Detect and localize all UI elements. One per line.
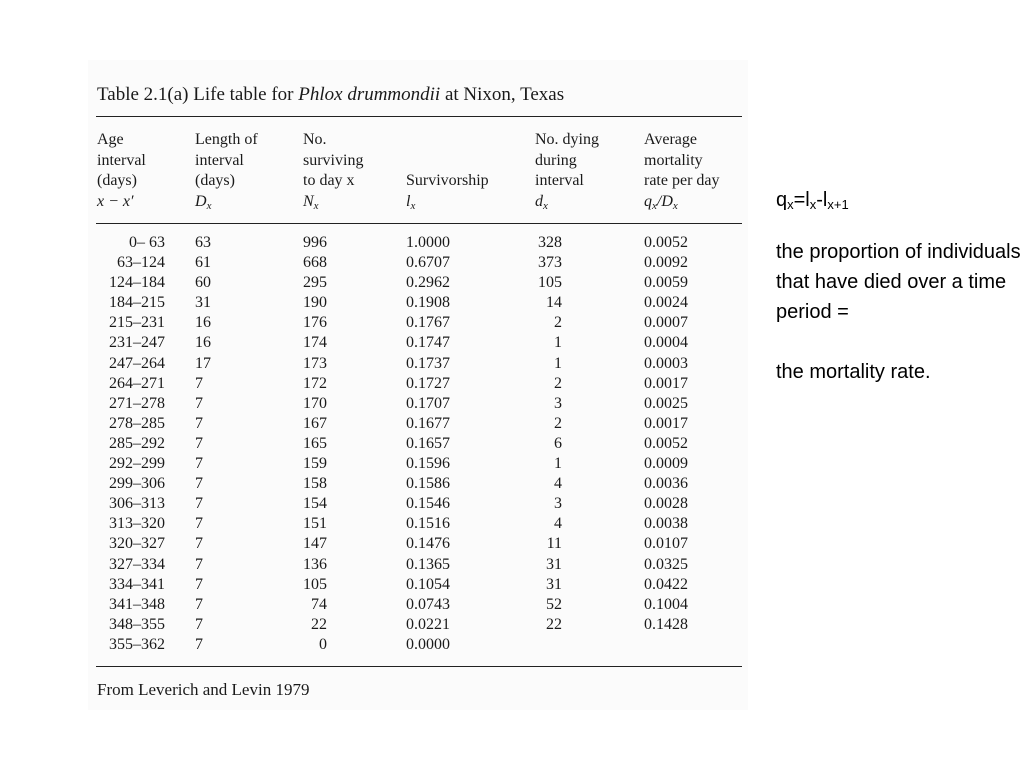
header-length-symbol bbox=[195, 192, 258, 217]
cell-surviving: 668 bbox=[303, 254, 327, 272]
header-survivorship-line1: Survivorship bbox=[406, 172, 489, 189]
cell-age: 215–231 bbox=[109, 314, 165, 332]
cell-survivorship: 0.1767 bbox=[406, 314, 450, 332]
table-row bbox=[0, 535, 760, 555]
header-dying-line3: interval bbox=[535, 172, 584, 189]
cell-age: 292–299 bbox=[109, 455, 165, 473]
table-row bbox=[0, 234, 760, 254]
cell-rate: 0.0009 bbox=[644, 455, 688, 473]
cell-dying: 1 bbox=[554, 354, 562, 372]
cell-survivorship: 0.6707 bbox=[406, 254, 450, 272]
cell-surviving: 295 bbox=[303, 274, 327, 292]
header-dying bbox=[535, 130, 599, 216]
cell-dying: 2 bbox=[554, 314, 562, 332]
cell-length: 7 bbox=[195, 555, 203, 573]
header-surviving-line2: surviving bbox=[303, 151, 364, 169]
cell-rate: 0.1428 bbox=[644, 615, 688, 633]
cell-survivorship: 1.0000 bbox=[406, 234, 450, 251]
cell-rate: 0.0036 bbox=[644, 475, 688, 493]
header-rate-sym-a: q bbox=[644, 192, 652, 210]
cell-age: 124–184 bbox=[109, 274, 165, 292]
cell-length: 7 bbox=[195, 434, 203, 452]
table-row bbox=[0, 294, 760, 314]
cell-rate: 0.0422 bbox=[644, 575, 688, 593]
cell-surviving: 105 bbox=[303, 575, 327, 593]
header-length bbox=[195, 130, 258, 216]
cell-age: 271–278 bbox=[109, 394, 165, 412]
cell-dying: 6 bbox=[554, 434, 562, 452]
header-surviving-line3: to day x bbox=[303, 172, 355, 189]
table-title-prefix: Table 2.1(a) Life table for bbox=[97, 84, 299, 105]
table-row bbox=[0, 616, 760, 636]
cell-rate: 0.0004 bbox=[644, 334, 688, 352]
header-survivorship bbox=[406, 130, 489, 216]
cell-length: 7 bbox=[195, 515, 203, 533]
header-rate-line2: mortality bbox=[644, 151, 703, 169]
cell-dying: 22 bbox=[546, 615, 562, 633]
cell-dying: 11 bbox=[546, 535, 562, 553]
table-row bbox=[0, 355, 760, 375]
formula-eq: =l bbox=[793, 189, 810, 211]
cell-surviving: 165 bbox=[303, 434, 327, 452]
cell-rate: 0.0052 bbox=[644, 234, 688, 251]
cell-survivorship: 0.1365 bbox=[406, 555, 450, 573]
table-row bbox=[0, 314, 760, 334]
header-age bbox=[97, 130, 146, 212]
side-note-conclusion: the mortality rate. bbox=[776, 361, 931, 383]
cell-dying: 4 bbox=[554, 515, 562, 533]
header-rate-sub-a: x bbox=[652, 199, 657, 212]
table-title-suffix: at Nixon, Texas bbox=[440, 84, 565, 105]
formula-minus: -l bbox=[816, 189, 828, 211]
cell-age: 63–124 bbox=[117, 254, 165, 272]
cell-age: 299–306 bbox=[109, 475, 165, 493]
table-body bbox=[0, 234, 760, 656]
cell-survivorship: 0.1054 bbox=[406, 575, 450, 593]
header-dying-symbol bbox=[535, 192, 599, 217]
table-source: From Leverich and Levin 1979 bbox=[97, 680, 310, 699]
header-rate-line1: Average bbox=[644, 131, 697, 148]
cell-age: 278–285 bbox=[109, 414, 165, 432]
top-rule bbox=[96, 116, 742, 117]
header-dying-line1: No. dying bbox=[535, 131, 599, 148]
cell-rate: 0.0017 bbox=[644, 374, 688, 392]
header-age-symbol: x − x′ bbox=[97, 192, 134, 210]
cell-length: 7 bbox=[195, 595, 203, 613]
header-rate-sym-b: /D bbox=[656, 192, 673, 210]
bottom-rule bbox=[96, 666, 742, 667]
cell-length: 16 bbox=[195, 334, 211, 352]
cell-length: 7 bbox=[195, 414, 203, 432]
table-row bbox=[0, 455, 760, 475]
cell-survivorship: 0.1737 bbox=[406, 354, 450, 372]
cell-survivorship: 0.1908 bbox=[406, 294, 450, 312]
header-surviving-sub: x bbox=[313, 199, 319, 212]
cell-age: 355–362 bbox=[109, 635, 165, 653]
cell-age: 285–292 bbox=[109, 434, 165, 452]
side-note-definition: the proportion of individuals that have died over a time period = bbox=[776, 241, 1021, 323]
cell-survivorship: 0.1747 bbox=[406, 334, 450, 352]
cell-surviving: 996 bbox=[303, 234, 327, 251]
cell-surviving: 170 bbox=[303, 394, 327, 412]
cell-rate: 0.0325 bbox=[644, 555, 688, 573]
header-surviving-symbol bbox=[303, 192, 363, 217]
cell-age: 320–327 bbox=[109, 535, 165, 553]
cell-surviving: 74 bbox=[311, 595, 327, 613]
cell-age: 313–320 bbox=[109, 515, 165, 533]
header-rule bbox=[96, 223, 742, 224]
cell-length: 16 bbox=[195, 314, 211, 332]
header-rate-symbol bbox=[644, 192, 720, 217]
header-age-line2: interval bbox=[97, 151, 146, 169]
header-age-line1: Age bbox=[97, 131, 124, 148]
formula-l2-sub: x+1 bbox=[827, 197, 849, 212]
header-length-sym: D bbox=[195, 192, 207, 210]
cell-age: 348–355 bbox=[109, 615, 165, 633]
cell-age: 184–215 bbox=[109, 294, 165, 312]
header-surviving bbox=[303, 130, 363, 216]
table-row bbox=[0, 475, 760, 495]
cell-length: 61 bbox=[195, 254, 211, 272]
cell-length: 7 bbox=[195, 394, 203, 412]
cell-dying: 328 bbox=[538, 234, 562, 251]
cell-survivorship: 0.0743 bbox=[406, 595, 450, 613]
cell-dying: 31 bbox=[546, 575, 562, 593]
cell-dying: 1 bbox=[554, 334, 562, 352]
header-survivorship-sym: l bbox=[406, 192, 411, 210]
cell-survivorship: 0.1596 bbox=[406, 455, 450, 473]
table-row bbox=[0, 636, 760, 656]
mortality-formula bbox=[776, 186, 1021, 219]
cell-length: 7 bbox=[195, 455, 203, 473]
cell-surviving: 136 bbox=[303, 555, 327, 573]
cell-survivorship: 0.1516 bbox=[406, 515, 450, 533]
table-row bbox=[0, 435, 760, 455]
header-survivorship-sub: x bbox=[410, 199, 416, 212]
side-note bbox=[776, 186, 1021, 387]
header-surviving-line1: No. bbox=[303, 131, 327, 148]
cell-rate: 0.0007 bbox=[644, 314, 688, 332]
cell-age: 327–334 bbox=[109, 555, 165, 573]
table-row bbox=[0, 415, 760, 435]
cell-survivorship: 0.1727 bbox=[406, 374, 450, 392]
cell-length: 7 bbox=[195, 475, 203, 493]
cell-rate: 0.1004 bbox=[644, 595, 688, 613]
header-dying-sym: d bbox=[535, 192, 543, 210]
header-age-line3: (days) bbox=[97, 172, 137, 189]
header-dying-line2: during bbox=[535, 151, 577, 169]
cell-age: 341–348 bbox=[109, 595, 165, 613]
cell-age: 264–271 bbox=[109, 374, 165, 392]
cell-dying: 14 bbox=[546, 294, 562, 312]
header-length-line3: (days) bbox=[195, 172, 235, 189]
cell-surviving: 151 bbox=[303, 515, 327, 533]
cell-length: 7 bbox=[195, 495, 203, 513]
cell-survivorship: 0.1657 bbox=[406, 434, 450, 452]
cell-age: 231–247 bbox=[109, 334, 165, 352]
cell-rate: 0.0038 bbox=[644, 515, 688, 533]
cell-surviving: 154 bbox=[303, 495, 327, 513]
cell-surviving: 174 bbox=[303, 334, 327, 352]
cell-surviving: 173 bbox=[303, 354, 327, 372]
cell-length: 7 bbox=[195, 374, 203, 392]
table-row bbox=[0, 395, 760, 415]
header-rate-line3: rate per day bbox=[644, 172, 720, 189]
table-row bbox=[0, 495, 760, 515]
cell-length: 7 bbox=[195, 635, 203, 653]
cell-surviving: 190 bbox=[303, 294, 327, 312]
header-rate bbox=[644, 130, 720, 216]
cell-dying: 2 bbox=[554, 374, 562, 392]
header-survivorship-symbol bbox=[406, 192, 489, 217]
cell-dying: 105 bbox=[538, 274, 562, 292]
cell-rate: 0.0092 bbox=[644, 254, 688, 272]
header-length-line1: Length of bbox=[195, 131, 258, 148]
table-row bbox=[0, 334, 760, 354]
cell-surviving: 158 bbox=[303, 475, 327, 493]
cell-surviving: 176 bbox=[303, 314, 327, 332]
side-note-spacer bbox=[776, 327, 1021, 357]
cell-surviving: 172 bbox=[303, 374, 327, 392]
header-length-sub: x bbox=[206, 199, 212, 212]
cell-surviving: 147 bbox=[303, 535, 327, 553]
table-title bbox=[97, 84, 564, 106]
header-surviving-sym: N bbox=[303, 192, 314, 210]
cell-age: 334–341 bbox=[109, 575, 165, 593]
cell-rate: 0.0003 bbox=[644, 354, 688, 372]
cell-survivorship: 0.0221 bbox=[406, 615, 450, 633]
table-row bbox=[0, 254, 760, 274]
cell-rate: 0.0025 bbox=[644, 394, 688, 412]
cell-dying: 31 bbox=[546, 555, 562, 573]
cell-age: 247–264 bbox=[109, 354, 165, 372]
cell-rate: 0.0024 bbox=[644, 294, 688, 312]
cell-dying: 373 bbox=[538, 254, 562, 272]
cell-survivorship: 0.1586 bbox=[406, 475, 450, 493]
formula-q-sub: x bbox=[787, 197, 794, 212]
cell-dying: 2 bbox=[554, 414, 562, 432]
cell-survivorship: 0.0000 bbox=[406, 635, 450, 653]
cell-dying: 3 bbox=[554, 495, 562, 513]
header-dying-sub: x bbox=[543, 199, 548, 212]
table-row bbox=[0, 515, 760, 535]
header-length-line2: interval bbox=[195, 151, 244, 169]
table-row bbox=[0, 556, 760, 576]
table-row bbox=[0, 274, 760, 294]
header-rate-sub-b: x bbox=[672, 199, 678, 212]
cell-dying: 3 bbox=[554, 394, 562, 412]
cell-rate: 0.0052 bbox=[644, 434, 688, 452]
cell-rate: 0.0059 bbox=[644, 274, 688, 292]
cell-length: 7 bbox=[195, 615, 203, 633]
cell-length: 7 bbox=[195, 535, 203, 553]
cell-length: 63 bbox=[195, 234, 211, 251]
cell-length: 31 bbox=[195, 294, 211, 312]
cell-survivorship: 0.1677 bbox=[406, 414, 450, 432]
cell-age: 306–313 bbox=[109, 495, 165, 513]
cell-surviving: 0 bbox=[319, 635, 327, 653]
table-row bbox=[0, 576, 760, 596]
cell-survivorship: 0.1546 bbox=[406, 495, 450, 513]
cell-dying: 1 bbox=[554, 455, 562, 473]
table-row bbox=[0, 596, 760, 616]
table-title-species: Phlox drummondii bbox=[298, 84, 441, 105]
cell-dying: 4 bbox=[554, 475, 562, 493]
cell-age: 0– 63 bbox=[129, 234, 165, 251]
cell-rate: 0.0028 bbox=[644, 495, 688, 513]
cell-length: 17 bbox=[195, 354, 211, 372]
cell-surviving: 22 bbox=[311, 615, 327, 633]
cell-survivorship: 0.1707 bbox=[406, 394, 450, 412]
cell-length: 7 bbox=[195, 575, 203, 593]
cell-survivorship: 0.1476 bbox=[406, 535, 450, 553]
cell-dying: 52 bbox=[546, 595, 562, 613]
cell-surviving: 167 bbox=[303, 414, 327, 432]
table-row bbox=[0, 375, 760, 395]
cell-length: 60 bbox=[195, 274, 211, 292]
cell-survivorship: 0.2962 bbox=[406, 274, 450, 292]
formula-q: q bbox=[776, 189, 788, 211]
cell-rate: 0.0107 bbox=[644, 535, 688, 553]
formula-l1-sub: x bbox=[809, 197, 817, 212]
cell-surviving: 159 bbox=[303, 455, 327, 473]
cell-rate: 0.0017 bbox=[644, 414, 688, 432]
